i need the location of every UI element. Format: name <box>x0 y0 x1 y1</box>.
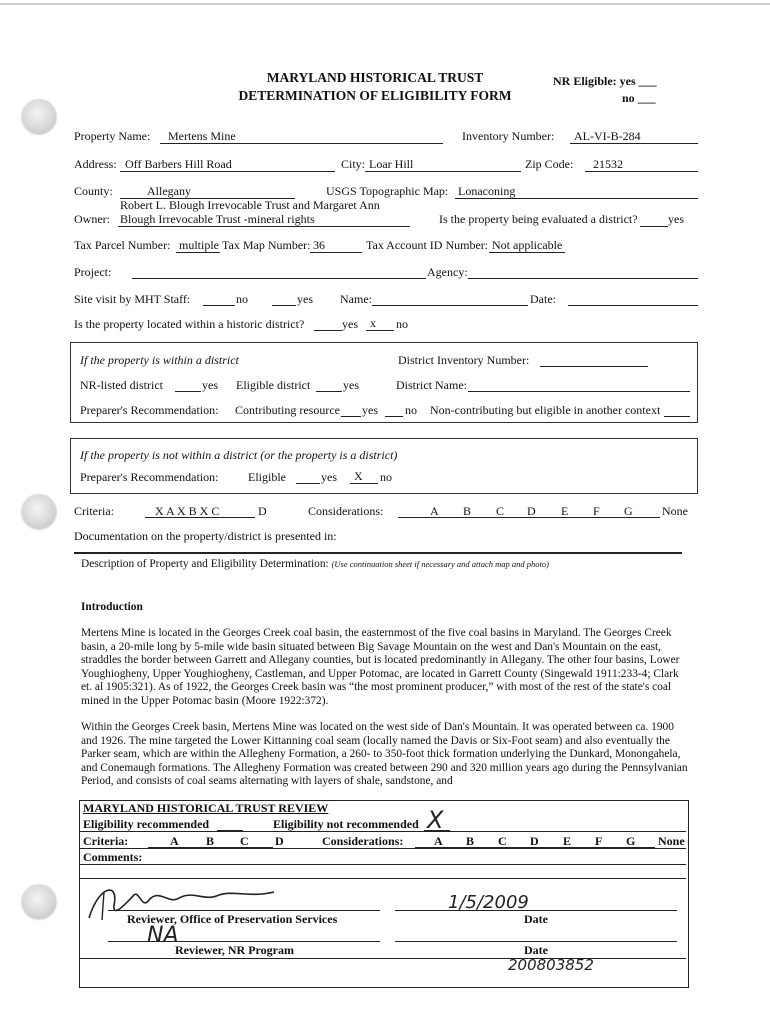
site-visit-date-label: Date: <box>530 292 556 306</box>
nr-listed-yes: yes <box>202 378 218 392</box>
signature-line-2 <box>108 941 380 942</box>
owner-label: Owner: <box>74 212 110 226</box>
form-title-line2: DETERMINATION OF ELIGIBILITY FORM <box>238 88 512 103</box>
consideration-g: G <box>624 504 633 518</box>
introduction-heading: Introduction <box>81 601 143 613</box>
district-eval-blank <box>640 226 668 227</box>
criteria-marks: X A X B X C <box>155 504 220 518</box>
district-inventory-line <box>540 366 648 367</box>
scan-edge <box>0 3 770 5</box>
nr-listed-blank <box>175 391 201 392</box>
review-criteria-label: Criteria: <box>83 834 129 848</box>
tax-parcel-value: multiple <box>179 238 219 252</box>
date-line-2 <box>395 941 677 942</box>
documentation-line <box>74 552 682 554</box>
district-name-label: District Name: <box>396 378 467 392</box>
historic-yes: yes <box>342 317 358 331</box>
review-row-line-1 <box>80 831 686 832</box>
tax-account-value: Not applicable <box>492 238 563 252</box>
site-visit-no-blank <box>203 305 235 306</box>
binder-hole-middle <box>22 495 56 529</box>
reviewer-nr-label: Reviewer, NR Program <box>175 943 294 957</box>
review-date-label-2: Date <box>524 943 548 957</box>
not-district-box <box>70 438 698 494</box>
review-consideration-g: G <box>626 834 636 848</box>
handwritten-x-mark: X <box>427 806 444 834</box>
not-district-eligible: Eligible <box>248 470 286 484</box>
review-consideration-f: F <box>595 834 603 848</box>
contributing-resource: Contributing resource <box>235 403 340 417</box>
city-value: Loar Hill <box>369 157 414 171</box>
zip-line <box>585 171 698 172</box>
owner-line <box>118 226 410 227</box>
review-consideration-c: C <box>498 834 507 848</box>
historic-no: no <box>396 317 408 331</box>
owner-line1: Robert L. Blough Irrevocable Trust and Margaret Ann <box>120 198 380 212</box>
review-title: MARYLAND HISTORICAL TRUST REVIEW <box>83 801 329 815</box>
city-line <box>365 171 521 172</box>
introduction-paragraph-2: Within the Georges Creek basin, Mertens Mine was located on the west side of Dan's Mountain. It was operated between ca. 1900 and 1926. The mine targeted the Lower Kittanning coal seam (locally named the Davis or Six-Foot seam) and also eventually the Parker seam, which are within the Allegheny Formation, a 260- to 350-foot thick formation underlying the Dunkard, Monongahela, and Conemaugh formations. The Allegheny Formation was created between 290 and 320 million years ago during the Pennsylvanian Period, and consists of coal seams alternating with layers of shale, sandstone, and <box>81 721 688 788</box>
tax-map-line <box>310 252 362 253</box>
documentation-label: Documentation on the property/district is presented in: <box>74 529 337 543</box>
date-line-1 <box>395 910 677 911</box>
agency-label: Agency: <box>427 265 468 279</box>
review-consideration-d: D <box>530 834 539 848</box>
not-district-no-blank <box>350 483 378 484</box>
review-row-line-2 <box>80 848 686 849</box>
zip-label: Zip Code: <box>525 157 574 171</box>
review-comments-label: Comments: <box>83 850 143 864</box>
description-title: Description of Property and Eligibility Determination: <box>81 558 329 570</box>
consideration-none: None <box>662 504 688 518</box>
signature-line-1 <box>108 910 380 911</box>
address-label: Address: <box>74 157 117 171</box>
tax-parcel-label: Tax Parcel Number: <box>74 238 171 252</box>
eligible-district-blank <box>316 391 342 392</box>
review-consideration-e: E <box>563 834 572 848</box>
usgs-value: Lonaconing <box>458 184 516 198</box>
site-visit-yes: yes <box>297 292 313 306</box>
historic-yes-blank <box>314 330 342 331</box>
nr-eligible-no: no ___ <box>622 91 656 105</box>
district-name-line <box>468 391 690 392</box>
introduction-paragraph-1: Mertens Mine is located in the Georges Creek coal basin, the easternmost of the five coal basins in Maryland. The Georges Creek basin, a 20-mile long by 5-mile wide basin situated between Big Savage Mountain on the west and Dan's Mountain on the east, straddles the border between Garrett and Allegany counties, but is located predominantly in Allegany. The other four basins, Lower Youghiogheny, Upper Youghiogheny, Castleman, and Upper Potomac, are located in Garrett County (Singewald 1911:233-4; Clark et. al 1905:321). As of 1922, the Georges Creek basin was “the most prominent producer,” with most of the rest of the state's coal mined in the Upper Potomac basin (Moore 1922:372). <box>81 627 680 707</box>
district-inventory-label: District Inventory Number: <box>398 353 530 367</box>
eligible-district-yes: yes <box>343 378 359 392</box>
tax-parcel-line <box>176 252 220 253</box>
nr-eligible-yes: NR Eligible: yes ___ <box>553 74 657 88</box>
reviewer-preservation-label: Reviewer, Office of Preservation Services <box>127 912 338 926</box>
historic-district-question: Is the property located within a historic district? <box>74 317 305 331</box>
staff-name-label: Name: <box>340 292 372 306</box>
tax-map-label: Tax Map Number: <box>222 238 311 252</box>
address-value: Off Barbers Hill Road <box>125 157 232 171</box>
review-consideration-b: B <box>466 834 475 848</box>
property-name-label: Property Name: <box>74 129 151 143</box>
consideration-a: A <box>430 504 439 518</box>
contributing-blank <box>341 416 361 417</box>
criteria-label: Criteria: <box>74 504 114 518</box>
not-district-yes: yes <box>321 470 337 484</box>
staff-name-line <box>372 305 528 306</box>
review-consideration-none: None <box>658 834 685 848</box>
historic-x-mark: x <box>370 316 376 330</box>
inventory-number-value: AL-VI-B-284 <box>574 129 641 143</box>
contributing-no-blank <box>385 416 403 417</box>
contributing-yes: yes <box>362 403 378 417</box>
nr-listed-district: NR-listed district <box>80 378 163 392</box>
not-district-x-mark: X <box>354 469 363 483</box>
not-district-heading: If the property is not within a district (or the property is a district) <box>80 448 398 462</box>
review-criteria-c: C <box>240 834 249 848</box>
county-label: County: <box>74 184 113 198</box>
owner-value: Blough Irrevocable Trust -mineral rights <box>120 212 315 226</box>
not-district-preparer-label: Preparer's Recommendation: <box>80 470 219 484</box>
property-name-value: Mertens Mine <box>168 129 236 143</box>
non-contributing-blank <box>664 416 690 417</box>
not-district-no: no <box>380 470 392 484</box>
site-visit-date-line <box>568 305 698 306</box>
consideration-f: F <box>593 504 600 518</box>
site-visit-yes-blank <box>272 305 296 306</box>
historic-no-blank <box>366 330 394 331</box>
consideration-d: D <box>527 504 536 518</box>
review-criteria-d: D <box>275 834 284 848</box>
district-eval-value: yes <box>668 212 684 226</box>
site-visit-label: Site visit by MHT Staff: <box>74 292 191 306</box>
consideration-e: E <box>561 504 569 518</box>
district-preparer-label: Preparer's Recommendation: <box>80 403 219 417</box>
review-criteria-a: A <box>170 834 179 848</box>
zip-value: 21532 <box>593 157 623 171</box>
tax-account-label: Tax Account ID Number: <box>366 238 489 252</box>
project-line <box>132 278 426 279</box>
criteria-blank <box>145 517 255 518</box>
review-date-label-1: Date <box>524 912 548 926</box>
form-title-line1: MARYLAND HISTORICAL TRUST <box>266 70 484 85</box>
tax-account-line <box>489 252 565 253</box>
review-row-line-4 <box>80 878 686 879</box>
consideration-c: C <box>496 504 505 518</box>
eligibility-recommended: Eligibility recommended <box>83 817 210 831</box>
tax-map-value: 36 <box>313 238 325 252</box>
contributing-no: no <box>405 403 417 417</box>
usgs-line <box>455 198 698 199</box>
description-note: (Use continuation sheet if necessary and attach map and photo) <box>331 559 549 569</box>
not-district-yes-blank <box>296 483 320 484</box>
consideration-b: B <box>463 504 472 518</box>
review-criteria-b: B <box>206 834 215 848</box>
review-bottom-line <box>80 958 686 959</box>
binder-hole-bottom <box>22 885 56 919</box>
non-contributing: Non-contributing but eligible in another context <box>430 403 661 417</box>
considerations-label: Considerations: <box>308 504 384 518</box>
usgs-label: USGS Topographic Map: <box>326 184 449 198</box>
project-label: Project: <box>74 265 112 279</box>
inventory-number-line <box>570 143 698 144</box>
binder-hole-top <box>22 100 56 134</box>
eligible-district: Eligible district <box>236 378 311 392</box>
handwritten-stamp-number: 200803852 <box>508 956 594 974</box>
within-district-heading: If the property is within a district <box>80 353 239 367</box>
city-label: City: <box>341 157 366 171</box>
review-row-line-3 <box>80 864 686 865</box>
site-visit-no: no <box>236 292 248 306</box>
handwritten-na: NA <box>147 923 179 948</box>
review-considerations-label: Considerations: <box>322 834 404 848</box>
inventory-number-label: Inventory Number: <box>462 129 555 143</box>
description-label <box>81 558 549 570</box>
address-line <box>120 171 335 172</box>
agency-line <box>468 278 698 279</box>
district-eval-label: Is the property being evaluated a district? <box>439 212 638 226</box>
criteria-d: D <box>258 504 267 518</box>
county-value: Allegany <box>147 184 191 198</box>
review-consideration-a: A <box>434 834 443 848</box>
eligibility-not-recommended: Eligibility not recommended <box>273 817 419 831</box>
handwritten-date: 1/5/2009 <box>448 892 529 913</box>
property-name-line <box>160 143 443 144</box>
